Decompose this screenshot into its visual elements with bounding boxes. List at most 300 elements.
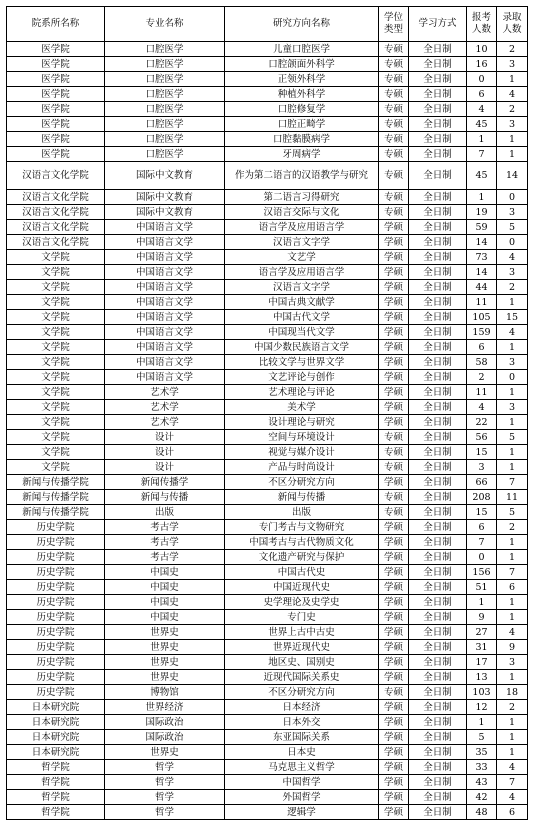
cell-degree-type: 学硕 bbox=[379, 520, 409, 535]
cell-research-direction: 口腔颌面外科学 bbox=[225, 57, 379, 72]
cell-department: 新闻与传播学院 bbox=[7, 505, 105, 520]
cell-degree-type: 学硕 bbox=[379, 385, 409, 400]
table-row bbox=[7, 490, 528, 505]
cell-admitted: 2 bbox=[497, 42, 528, 57]
cell-degree-type: 学硕 bbox=[379, 355, 409, 370]
cell-degree-type: 学硕 bbox=[379, 265, 409, 280]
cell-degree-type: 学硕 bbox=[379, 670, 409, 685]
table-row bbox=[7, 190, 528, 205]
cell-major: 哲学 bbox=[105, 805, 225, 820]
cell-study-mode: 全日制 bbox=[409, 42, 467, 57]
cell-study-mode: 全日制 bbox=[409, 730, 467, 745]
cell-major: 中国语言文学 bbox=[105, 355, 225, 370]
cell-admitted: 2 bbox=[497, 700, 528, 715]
cell-study-mode: 全日制 bbox=[409, 775, 467, 790]
cell-research-direction: 中国哲学 bbox=[225, 775, 379, 790]
cell-major: 哲学 bbox=[105, 760, 225, 775]
cell-admitted: 15 bbox=[497, 310, 528, 325]
cell-major: 艺术学 bbox=[105, 415, 225, 430]
cell-study-mode: 全日制 bbox=[409, 117, 467, 132]
cell-major: 设计 bbox=[105, 445, 225, 460]
cell-applicants: 45 bbox=[467, 117, 497, 132]
cell-study-mode: 全日制 bbox=[409, 250, 467, 265]
cell-applicants: 14 bbox=[467, 235, 497, 250]
cell-research-direction: 中国古代史 bbox=[225, 565, 379, 580]
cell-research-direction: 专门史 bbox=[225, 610, 379, 625]
cell-applicants: 2 bbox=[467, 370, 497, 385]
cell-department: 汉语言文化学院 bbox=[7, 162, 105, 190]
cell-department: 医学院 bbox=[7, 132, 105, 147]
cell-study-mode: 全日制 bbox=[409, 370, 467, 385]
table-row bbox=[7, 700, 528, 715]
cell-admitted: 3 bbox=[497, 117, 528, 132]
cell-major: 中国史 bbox=[105, 595, 225, 610]
cell-applicants: 1 bbox=[467, 715, 497, 730]
cell-degree-type: 学硕 bbox=[379, 655, 409, 670]
table-row bbox=[7, 730, 528, 745]
cell-admitted: 9 bbox=[497, 640, 528, 655]
cell-applicants: 12 bbox=[467, 700, 497, 715]
cell-applicants: 0 bbox=[467, 550, 497, 565]
cell-major: 中国语言文学 bbox=[105, 250, 225, 265]
cell-department: 汉语言文化学院 bbox=[7, 190, 105, 205]
cell-major: 中国史 bbox=[105, 610, 225, 625]
cell-degree-type: 专硕 bbox=[379, 205, 409, 220]
cell-applicants: 31 bbox=[467, 640, 497, 655]
cell-admitted: 1 bbox=[497, 415, 528, 430]
cell-degree-type: 学硕 bbox=[379, 625, 409, 640]
cell-department: 日本研究院 bbox=[7, 730, 105, 745]
cell-admitted: 11 bbox=[497, 490, 528, 505]
cell-degree-type: 专硕 bbox=[379, 102, 409, 117]
cell-research-direction: 文艺学 bbox=[225, 250, 379, 265]
cell-study-mode: 全日制 bbox=[409, 565, 467, 580]
table-row bbox=[7, 625, 528, 640]
table-row bbox=[7, 460, 528, 475]
cell-department: 医学院 bbox=[7, 102, 105, 117]
cell-applicants: 15 bbox=[467, 505, 497, 520]
cell-major: 考古学 bbox=[105, 520, 225, 535]
cell-research-direction: 艺术理论与评论 bbox=[225, 385, 379, 400]
cell-applicants: 16 bbox=[467, 57, 497, 72]
cell-major: 口腔医学 bbox=[105, 72, 225, 87]
table-row bbox=[7, 400, 528, 415]
cell-major: 口腔医学 bbox=[105, 42, 225, 57]
cell-research-direction: 汉语言文字学 bbox=[225, 280, 379, 295]
cell-applicants: 156 bbox=[467, 565, 497, 580]
table-body bbox=[7, 42, 528, 820]
cell-admitted: 2 bbox=[497, 520, 528, 535]
admission-table-page bbox=[6, 6, 527, 820]
cell-degree-type: 学硕 bbox=[379, 235, 409, 250]
cell-admitted: 1 bbox=[497, 460, 528, 475]
cell-applicants: 22 bbox=[467, 415, 497, 430]
cell-admitted: 4 bbox=[497, 625, 528, 640]
cell-admitted: 6 bbox=[497, 805, 528, 820]
table-row bbox=[7, 340, 528, 355]
cell-degree-type: 学硕 bbox=[379, 715, 409, 730]
cell-major: 世界史 bbox=[105, 745, 225, 760]
cell-applicants: 4 bbox=[467, 400, 497, 415]
cell-applicants: 11 bbox=[467, 385, 497, 400]
table-row bbox=[7, 325, 528, 340]
cell-degree-type: 学硕 bbox=[379, 250, 409, 265]
cell-study-mode: 全日制 bbox=[409, 340, 467, 355]
cell-research-direction: 中国少数民族语言文学 bbox=[225, 340, 379, 355]
cell-admitted: 0 bbox=[497, 235, 528, 250]
cell-department: 哲学院 bbox=[7, 805, 105, 820]
cell-study-mode: 全日制 bbox=[409, 490, 467, 505]
cell-department: 文学院 bbox=[7, 415, 105, 430]
cell-degree-type: 学硕 bbox=[379, 730, 409, 745]
table-row bbox=[7, 310, 528, 325]
cell-study-mode: 全日制 bbox=[409, 430, 467, 445]
cell-degree-type: 专硕 bbox=[379, 147, 409, 162]
cell-applicants: 4 bbox=[467, 102, 497, 117]
cell-research-direction: 中国古代文学 bbox=[225, 310, 379, 325]
header-department: 院系所名称 bbox=[7, 7, 105, 42]
cell-research-direction: 语言学及应用语言学 bbox=[225, 220, 379, 235]
table-row bbox=[7, 132, 528, 147]
cell-applicants: 0 bbox=[467, 72, 497, 87]
table-row bbox=[7, 295, 528, 310]
cell-major: 新闻与传播 bbox=[105, 490, 225, 505]
cell-research-direction: 中国现当代文学 bbox=[225, 325, 379, 340]
cell-major: 世界史 bbox=[105, 655, 225, 670]
cell-major: 艺术学 bbox=[105, 400, 225, 415]
cell-department: 日本研究院 bbox=[7, 745, 105, 760]
cell-research-direction: 文化遗产研究与保护 bbox=[225, 550, 379, 565]
cell-applicants: 6 bbox=[467, 340, 497, 355]
cell-applicants: 51 bbox=[467, 580, 497, 595]
cell-applicants: 45 bbox=[467, 162, 497, 190]
cell-major: 中国语言文学 bbox=[105, 235, 225, 250]
cell-applicants: 59 bbox=[467, 220, 497, 235]
cell-admitted: 7 bbox=[497, 775, 528, 790]
cell-study-mode: 全日制 bbox=[409, 57, 467, 72]
cell-applicants: 73 bbox=[467, 250, 497, 265]
cell-research-direction: 史学理论及史学史 bbox=[225, 595, 379, 610]
cell-major: 考古学 bbox=[105, 535, 225, 550]
cell-department: 历史学院 bbox=[7, 685, 105, 700]
cell-degree-type: 专硕 bbox=[379, 505, 409, 520]
cell-admitted: 1 bbox=[497, 550, 528, 565]
cell-department: 历史学院 bbox=[7, 655, 105, 670]
table-row bbox=[7, 610, 528, 625]
cell-research-direction: 汉语言交际与文化 bbox=[225, 205, 379, 220]
cell-degree-type: 专硕 bbox=[379, 460, 409, 475]
cell-study-mode: 全日制 bbox=[409, 72, 467, 87]
cell-admitted: 3 bbox=[497, 400, 528, 415]
cell-degree-type: 学硕 bbox=[379, 550, 409, 565]
header-applicants: 报考人数 bbox=[467, 7, 497, 42]
cell-admitted: 3 bbox=[497, 205, 528, 220]
cell-research-direction: 中国近现代史 bbox=[225, 580, 379, 595]
cell-major: 中国语言文学 bbox=[105, 370, 225, 385]
cell-major: 设计 bbox=[105, 460, 225, 475]
cell-admitted: 1 bbox=[497, 385, 528, 400]
cell-major: 口腔医学 bbox=[105, 117, 225, 132]
cell-admitted: 1 bbox=[497, 595, 528, 610]
cell-department: 哲学院 bbox=[7, 760, 105, 775]
cell-department: 文学院 bbox=[7, 295, 105, 310]
cell-department: 医学院 bbox=[7, 57, 105, 72]
cell-research-direction: 汉语言文字学 bbox=[225, 235, 379, 250]
cell-admitted: 3 bbox=[497, 265, 528, 280]
cell-major: 中国史 bbox=[105, 580, 225, 595]
table-row bbox=[7, 72, 528, 87]
cell-study-mode: 全日制 bbox=[409, 790, 467, 805]
table-row bbox=[7, 57, 528, 72]
table-row bbox=[7, 355, 528, 370]
cell-degree-type: 学硕 bbox=[379, 595, 409, 610]
cell-major: 国际中文教育 bbox=[105, 190, 225, 205]
table-row bbox=[7, 117, 528, 132]
table-row bbox=[7, 280, 528, 295]
cell-degree-type: 专硕 bbox=[379, 42, 409, 57]
cell-admitted: 1 bbox=[497, 745, 528, 760]
cell-research-direction: 牙周病学 bbox=[225, 147, 379, 162]
cell-study-mode: 全日制 bbox=[409, 265, 467, 280]
table-row bbox=[7, 475, 528, 490]
cell-admitted: 1 bbox=[497, 715, 528, 730]
cell-department: 历史学院 bbox=[7, 535, 105, 550]
cell-applicants: 17 bbox=[467, 655, 497, 670]
cell-admitted: 4 bbox=[497, 87, 528, 102]
cell-admitted: 7 bbox=[497, 475, 528, 490]
cell-research-direction: 产品与时尚设计 bbox=[225, 460, 379, 475]
cell-study-mode: 全日制 bbox=[409, 87, 467, 102]
table-row bbox=[7, 745, 528, 760]
cell-research-direction: 视觉与媒介设计 bbox=[225, 445, 379, 460]
cell-admitted: 1 bbox=[497, 340, 528, 355]
cell-degree-type: 专硕 bbox=[379, 57, 409, 72]
cell-department: 历史学院 bbox=[7, 550, 105, 565]
cell-department: 历史学院 bbox=[7, 520, 105, 535]
cell-study-mode: 全日制 bbox=[409, 415, 467, 430]
cell-applicants: 1 bbox=[467, 595, 497, 610]
cell-admitted: 3 bbox=[497, 355, 528, 370]
cell-research-direction: 不区分研究方向 bbox=[225, 475, 379, 490]
cell-study-mode: 全日制 bbox=[409, 400, 467, 415]
table-row bbox=[7, 685, 528, 700]
cell-degree-type: 学硕 bbox=[379, 370, 409, 385]
table-row bbox=[7, 42, 528, 57]
cell-research-direction: 口腔黏膜病学 bbox=[225, 132, 379, 147]
cell-admitted: 1 bbox=[497, 72, 528, 87]
cell-major: 博物馆 bbox=[105, 685, 225, 700]
cell-study-mode: 全日制 bbox=[409, 625, 467, 640]
cell-major: 中国史 bbox=[105, 565, 225, 580]
cell-department: 汉语言文化学院 bbox=[7, 220, 105, 235]
cell-research-direction: 中国考古与古代物质文化 bbox=[225, 535, 379, 550]
cell-degree-type: 学硕 bbox=[379, 220, 409, 235]
cell-applicants: 33 bbox=[467, 760, 497, 775]
cell-department: 历史学院 bbox=[7, 625, 105, 640]
cell-applicants: 13 bbox=[467, 670, 497, 685]
table-row bbox=[7, 550, 528, 565]
cell-research-direction: 出版 bbox=[225, 505, 379, 520]
cell-major: 中国语言文学 bbox=[105, 340, 225, 355]
cell-department: 新闻与传播学院 bbox=[7, 490, 105, 505]
table-row bbox=[7, 87, 528, 102]
cell-admitted: 3 bbox=[497, 655, 528, 670]
table-row bbox=[7, 790, 528, 805]
cell-department: 医学院 bbox=[7, 117, 105, 132]
cell-research-direction: 东亚国际关系 bbox=[225, 730, 379, 745]
cell-research-direction: 比较文学与世界文学 bbox=[225, 355, 379, 370]
cell-degree-type: 专硕 bbox=[379, 430, 409, 445]
cell-research-direction: 种植外科学 bbox=[225, 87, 379, 102]
cell-degree-type: 专硕 bbox=[379, 132, 409, 147]
table-row bbox=[7, 430, 528, 445]
cell-admitted: 4 bbox=[497, 760, 528, 775]
cell-research-direction: 地区史、国别史 bbox=[225, 655, 379, 670]
cell-admitted: 1 bbox=[497, 610, 528, 625]
cell-degree-type: 专硕 bbox=[379, 72, 409, 87]
table-row bbox=[7, 102, 528, 117]
cell-major: 中国语言文学 bbox=[105, 265, 225, 280]
cell-admitted: 1 bbox=[497, 132, 528, 147]
cell-degree-type: 专硕 bbox=[379, 445, 409, 460]
cell-study-mode: 全日制 bbox=[409, 147, 467, 162]
cell-department: 历史学院 bbox=[7, 595, 105, 610]
cell-department: 文学院 bbox=[7, 400, 105, 415]
cell-department: 文学院 bbox=[7, 310, 105, 325]
table-row bbox=[7, 205, 528, 220]
cell-study-mode: 全日制 bbox=[409, 580, 467, 595]
cell-department: 文学院 bbox=[7, 265, 105, 280]
table-row bbox=[7, 505, 528, 520]
cell-applicants: 3 bbox=[467, 460, 497, 475]
cell-applicants: 35 bbox=[467, 745, 497, 760]
table-row bbox=[7, 415, 528, 430]
table-row bbox=[7, 535, 528, 550]
cell-admitted: 4 bbox=[497, 790, 528, 805]
cell-department: 日本研究院 bbox=[7, 700, 105, 715]
cell-degree-type: 学硕 bbox=[379, 700, 409, 715]
cell-applicants: 7 bbox=[467, 535, 497, 550]
cell-study-mode: 全日制 bbox=[409, 640, 467, 655]
cell-research-direction: 空间与环境设计 bbox=[225, 430, 379, 445]
cell-admitted: 7 bbox=[497, 565, 528, 580]
cell-applicants: 15 bbox=[467, 445, 497, 460]
cell-research-direction: 外国哲学 bbox=[225, 790, 379, 805]
cell-degree-type: 学硕 bbox=[379, 580, 409, 595]
cell-study-mode: 全日制 bbox=[409, 220, 467, 235]
cell-applicants: 9 bbox=[467, 610, 497, 625]
cell-degree-type: 学硕 bbox=[379, 640, 409, 655]
header-degree-type: 学位类型 bbox=[379, 7, 409, 42]
cell-research-direction: 日本史 bbox=[225, 745, 379, 760]
cell-applicants: 7 bbox=[467, 147, 497, 162]
cell-applicants: 44 bbox=[467, 280, 497, 295]
cell-department: 历史学院 bbox=[7, 670, 105, 685]
cell-department: 历史学院 bbox=[7, 610, 105, 625]
cell-major: 世界史 bbox=[105, 670, 225, 685]
cell-department: 哲学院 bbox=[7, 775, 105, 790]
cell-department: 文学院 bbox=[7, 460, 105, 475]
table-row bbox=[7, 580, 528, 595]
cell-degree-type: 学硕 bbox=[379, 745, 409, 760]
cell-study-mode: 全日制 bbox=[409, 805, 467, 820]
cell-research-direction: 设计理论与研究 bbox=[225, 415, 379, 430]
table-row bbox=[7, 250, 528, 265]
table-row bbox=[7, 265, 528, 280]
cell-major: 口腔医学 bbox=[105, 132, 225, 147]
cell-department: 历史学院 bbox=[7, 565, 105, 580]
cell-degree-type: 学硕 bbox=[379, 760, 409, 775]
table-row bbox=[7, 565, 528, 580]
cell-department: 历史学院 bbox=[7, 640, 105, 655]
cell-applicants: 6 bbox=[467, 520, 497, 535]
cell-research-direction: 日本外交 bbox=[225, 715, 379, 730]
cell-applicants: 27 bbox=[467, 625, 497, 640]
cell-study-mode: 全日制 bbox=[409, 325, 467, 340]
cell-admitted: 1 bbox=[497, 730, 528, 745]
cell-degree-type: 学硕 bbox=[379, 325, 409, 340]
cell-research-direction: 中国古典文献学 bbox=[225, 295, 379, 310]
table-row bbox=[7, 595, 528, 610]
cell-applicants: 66 bbox=[467, 475, 497, 490]
cell-degree-type: 专硕 bbox=[379, 685, 409, 700]
cell-applicants: 1 bbox=[467, 190, 497, 205]
cell-study-mode: 全日制 bbox=[409, 655, 467, 670]
cell-admitted: 1 bbox=[497, 295, 528, 310]
cell-department: 文学院 bbox=[7, 340, 105, 355]
cell-study-mode: 全日制 bbox=[409, 670, 467, 685]
cell-study-mode: 全日制 bbox=[409, 205, 467, 220]
header-major: 专业名称 bbox=[105, 7, 225, 42]
cell-department: 文学院 bbox=[7, 430, 105, 445]
cell-degree-type: 学硕 bbox=[379, 280, 409, 295]
cell-department: 文学院 bbox=[7, 370, 105, 385]
cell-degree-type: 学硕 bbox=[379, 340, 409, 355]
cell-major: 国际中文教育 bbox=[105, 162, 225, 190]
cell-admitted: 2 bbox=[497, 280, 528, 295]
cell-department: 文学院 bbox=[7, 280, 105, 295]
cell-department: 文学院 bbox=[7, 355, 105, 370]
cell-department: 新闻与传播学院 bbox=[7, 475, 105, 490]
table-row bbox=[7, 655, 528, 670]
cell-research-direction: 美术学 bbox=[225, 400, 379, 415]
cell-major: 中国语言文学 bbox=[105, 295, 225, 310]
cell-degree-type: 学硕 bbox=[379, 565, 409, 580]
cell-admitted: 2 bbox=[497, 102, 528, 117]
cell-research-direction: 语言学及应用语言学 bbox=[225, 265, 379, 280]
cell-admitted: 18 bbox=[497, 685, 528, 700]
table-row bbox=[7, 670, 528, 685]
cell-major: 艺术学 bbox=[105, 385, 225, 400]
table-row bbox=[7, 220, 528, 235]
header-research-direction: 研究方向名称 bbox=[225, 7, 379, 42]
cell-study-mode: 全日制 bbox=[409, 190, 467, 205]
cell-admitted: 6 bbox=[497, 580, 528, 595]
cell-degree-type: 学硕 bbox=[379, 295, 409, 310]
cell-major: 出版 bbox=[105, 505, 225, 520]
cell-admitted: 1 bbox=[497, 147, 528, 162]
cell-admitted: 1 bbox=[497, 670, 528, 685]
cell-study-mode: 全日制 bbox=[409, 355, 467, 370]
cell-department: 文学院 bbox=[7, 445, 105, 460]
cell-major: 口腔医学 bbox=[105, 102, 225, 117]
cell-research-direction: 世界上古中古史 bbox=[225, 625, 379, 640]
cell-degree-type: 学硕 bbox=[379, 475, 409, 490]
cell-study-mode: 全日制 bbox=[409, 535, 467, 550]
table-row bbox=[7, 445, 528, 460]
cell-study-mode: 全日制 bbox=[409, 132, 467, 147]
header-study-mode: 学习方式 bbox=[409, 7, 467, 42]
